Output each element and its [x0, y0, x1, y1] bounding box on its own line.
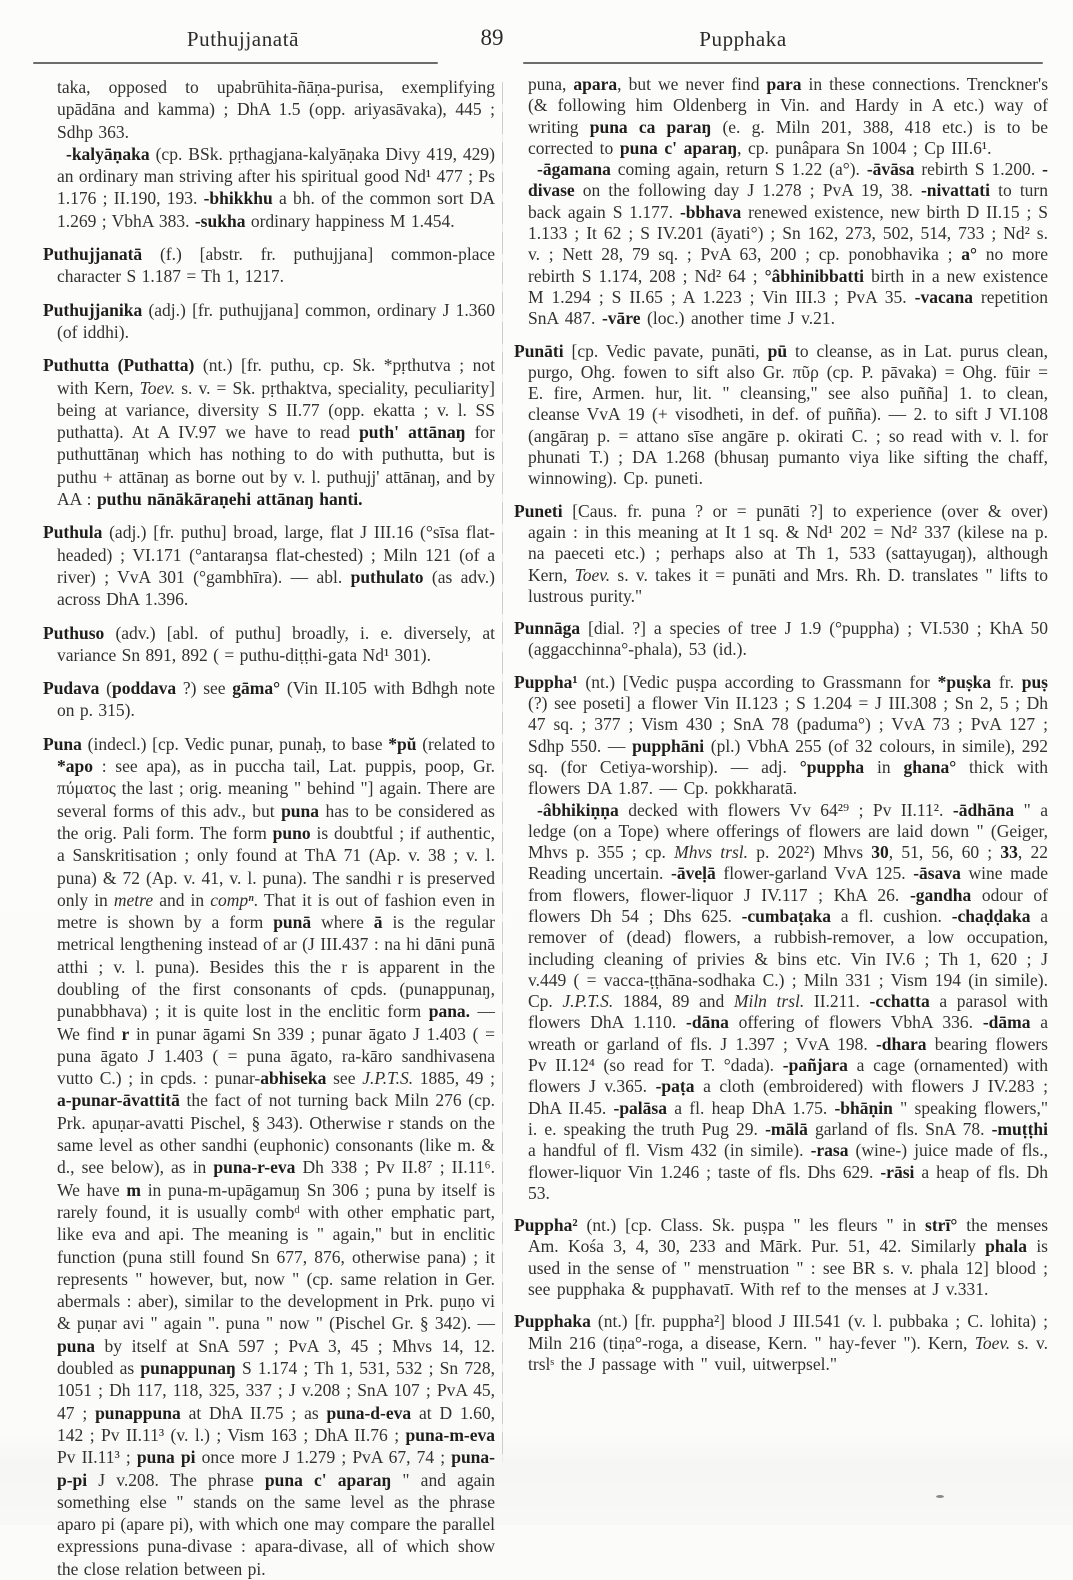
text: a cloth (embroidered) with flowers J IV.283 ; DhA II.45. — [528, 1076, 1048, 1118]
bold-text: Puppha² — [514, 1215, 578, 1236]
header-rule-left — [33, 62, 438, 64]
text: s. v. = Sk. pṛthaktva, speciality, peculiarity] being at variance, diversity S II.77 (opp. ekatta ; v. l. SS puthatta). At A IV.97 we have to read — [57, 377, 495, 443]
bold-text: -divase — [528, 159, 1048, 201]
entry-puthujjanika — [43, 299, 495, 344]
text: once more J 1.279 ; PvA 67, 74 ; — [195, 1447, 452, 1468]
entry-puthula — [43, 521, 495, 610]
text: 1884, 89 and — [613, 991, 734, 1012]
text: in — [864, 756, 904, 777]
text: is used in the sense of " menstruation " : see BR s. v. phala 12] blood ; see pupphaka & pupphavatī. With ref to the menses at J v.331. — [528, 1236, 1048, 1300]
bold-text: para — [766, 74, 802, 94]
text: , 51, 56, 60 ; — [888, 842, 1001, 863]
bold-text: -bhāṇin — [834, 1097, 893, 1118]
text: coming again, return S 1.22 (a°). — [610, 159, 867, 180]
text: 1885, 49 ; — [413, 1068, 495, 1089]
bold-text: Puthutta (Puthatta) — [43, 355, 195, 376]
entry-pudava — [43, 677, 495, 722]
text: decked with flowers Vv 64²⁹ ; Pv II.11². — [618, 799, 953, 820]
text: no more rebirth S 1.174, 208 ; Nd² 64 ; — [528, 244, 1048, 286]
bold-text: -cumbaṭaka — [741, 905, 832, 926]
text: in puna-m-upāgamuŋ Sn 306 ; puna by itself is rarely found, it is usually combᵈ with other emphatic part, like eva and api. The meaning is " again," but in enclitic function (puna still found Sn 677, 876, otherwise pana) ; it represents " however, but, now " (cp. same relation in Ger. abermals : aber), similar to the development in Prk. puṇo vi & puṇar avi " again ". puna " now " (Pischel Gr. § 342). — — [57, 1179, 496, 1334]
text: at D 1.60, 142 ; Pv II.11³ (v. l.) ; Vism 163 ; DhA II.76 ; — [57, 1402, 495, 1445]
bold-text: -kalyāṇaka — [66, 143, 150, 164]
bold-text: -āgamana — [537, 159, 611, 180]
text: at DhA II.75 ; as — [180, 1402, 327, 1423]
bold-text: puna-r-eva — [213, 1157, 296, 1178]
text: taka, opposed to upabrūhita-ñāṇa-purisa, exemplifying upādāna and kamma) ; DhA 1.5 (opp. ariyasāvaka), 445 ; Sdhp 363. — [57, 77, 495, 142]
text: p. 202²) Mhvs — [748, 842, 872, 863]
entry-puneti — [514, 501, 1048, 607]
text: to turn back again S 1.177. — [528, 180, 1049, 222]
text: s. v. takes it = punāti and Mrs. Rh. D. translates " lifts to lustrous purity." — [528, 564, 1048, 606]
text: in punar āgami Sn 339 ; punar āgato J 1.403 ( = puna āgato J 1.403 ( = puna āgato, ra-kāro sandhivasena vutto C.) ; in cpds. : punar- — [57, 1023, 496, 1089]
bold-text: punappunaŋ — [140, 1358, 236, 1379]
text: a remover of (dead) flowers, a rubbish-remover, a low occupation, including cleaning of privies & bins etc. Vin IV.6 ; Th 1, 620 ; J v.449 ( = vacca-ṭṭhāna-sodhaka C.) ; Miln 331 ; Vism 194 (in simile). Cp. — [528, 905, 1049, 1012]
entry-puppha-1 — [514, 672, 1048, 800]
continuation-paragraph — [514, 74, 1048, 159]
page-number: 89 — [480, 25, 504, 50]
scan-speck — [936, 1495, 944, 1498]
bold-text: puth' attānaŋ — [359, 422, 466, 443]
text: renewed existence, new birth D II.15 ; S 1.133 ; It 62 ; S IV.201 (āyati°) ; Sn 162, 273, 502, 514, 733 ; Nd² s. v. ; Nett 28, 79 sq. ; PvA 63, 200 ; cp. ponobhavika ; — [528, 201, 1048, 265]
text: (wine-) juice made of fls., flower-liquor Vin 1.246 ; taste of fls. Dhs 629. — [528, 1140, 1048, 1182]
italic-text: Toev. — [139, 377, 176, 398]
text: offering of flowers VbhA 336. — [728, 1012, 983, 1033]
text: — We find — [57, 1001, 495, 1044]
bold-text: -sukha — [194, 210, 246, 231]
bold-text: 30 — [871, 842, 889, 863]
bold-text: Puthuso — [43, 622, 105, 643]
bold-text: phala — [985, 1236, 1027, 1257]
bold-text: apara — [573, 74, 618, 94]
bold-text: gāma° — [232, 678, 281, 699]
bold-text: punappuna — [95, 1402, 181, 1423]
bold-text: Puthujjanatā — [43, 244, 143, 265]
text: (adj.) [fr. puthujjana] common, ordinary J 1.360 (of iddhi). — [57, 299, 495, 342]
text: ordinary happiness M 1.454. — [245, 210, 455, 231]
bold-text: punā — [273, 912, 312, 933]
bold-text: puna c' aparaŋ — [619, 137, 738, 158]
italic-text: Toev. — [974, 1332, 1011, 1353]
text: fr. — [991, 671, 1022, 692]
entry-pupphaka — [514, 1311, 1048, 1375]
left-column — [43, 76, 495, 1580]
text: (e. g. Miln 201, 388, 418 etc.) is to be corrected to — [528, 116, 1048, 158]
bold-text: puna c' aparaŋ — [264, 1469, 392, 1490]
bold-text: poddava — [111, 678, 177, 699]
entry-puthujjanata — [43, 243, 495, 288]
continuation-paragraph — [43, 76, 495, 143]
column-divider — [502, 82, 503, 1462]
bold-text: Pupphaka — [514, 1311, 591, 1332]
italic-text: compⁿ — [210, 889, 254, 910]
running-head-right: Pupphaka — [699, 27, 787, 51]
text: see — [326, 1068, 363, 1089]
italic-text: J.P.T.S. — [362, 1068, 414, 1089]
bold-text: -bbhava — [679, 201, 742, 222]
text: (loc.) another time J v.21. — [640, 308, 836, 329]
text: odour of flowers Dh 54 ; Dhs 625. — [528, 884, 1048, 926]
text: [Caus. fr. puna ? or = punāti ?] to experience (over & over) again : in this meaning at It 1 sq. & Nd¹ 202 = Nd² 337 (kilese na p. na paeceti etc.) ; perhaps also at Th 1, 533 (sattayugaŋ), although Kern, — [528, 500, 1048, 585]
bold-text: -palāsa — [613, 1097, 667, 1118]
bold-text: *apo — [57, 756, 93, 777]
bold-text: Puthula — [43, 522, 103, 543]
italic-text: Miln trsl. — [733, 991, 805, 1012]
bold-text: -paṭa — [655, 1076, 695, 1097]
text: Pv II.11³ ; — [57, 1447, 137, 1468]
text: . That it is out of fashion even in metre is shown by a form — [57, 889, 495, 933]
bold-text: puna ca paraŋ — [589, 116, 712, 137]
text: (nt.) [Vedic puṣpa according to Grassmann for — [577, 671, 938, 692]
text: II.211. — [804, 991, 870, 1012]
text: birth in a new existence M 1.294 ; S II.65 ; A 1.223 ; Vin III.3 ; PvA 35. — [528, 265, 1048, 307]
text: (nt.) [cp. Class. Sk. puṣpa " les fleurs " in — [577, 1215, 926, 1236]
text: the fact of not turning back Miln 276 (cp. Prk. apuṇar-avatti Pischel, § 343). Otherwise r stands on the same level as other sandhi (euphonic) consonants (like m. & d., see below), as in — [57, 1090, 495, 1178]
header-rule-right — [523, 62, 1043, 64]
compound-list-puna — [514, 159, 1048, 329]
text: garland of fls. SnA 78. — [807, 1118, 992, 1139]
bold-text: -ādhāna — [952, 799, 1015, 820]
bold-text: *puṣka — [937, 671, 992, 692]
text: puna, — [528, 74, 574, 94]
bold-text: -pañjara — [782, 1055, 848, 1076]
text: (?) see poseti] a flower Vin II.123 ; S 1.204 = J III.308 ; Sn 2, 5 ; Dh 47 sq. ; 377 ; Vism 430 ; SnA 78 (paduma°) ; VvA 73 ; PvA 127 ; Sdhp 550. — — [528, 693, 1048, 756]
bold-text: pana. — [428, 1001, 471, 1022]
bold-text: m — [126, 1179, 141, 1200]
bold-text: °âbhinibbatti — [764, 265, 865, 286]
bold-text: Puthujjanika — [43, 299, 143, 320]
text: a fl. heap DhA 1.75. — [666, 1097, 835, 1118]
bold-text: puno — [272, 822, 311, 843]
bold-text: -nivattati — [920, 180, 990, 201]
text: the menses Am. Kośa 3, 4, 30, 233 and Mārk. Pur. 51, 42. Similarly — [528, 1215, 1049, 1257]
text: (Vin II.105 with Bdhgh note on p. 315). — [57, 678, 495, 721]
text: and in — [153, 889, 211, 910]
text: flower-garland VvA 125. — [715, 863, 914, 884]
italic-text: metre — [113, 889, 154, 910]
bold-text: puna-m-eva — [405, 1424, 495, 1445]
bold-text: ā — [373, 912, 383, 933]
text: a cage (ornamented) with flowers J v.365. — [528, 1055, 1048, 1097]
text: (as adv.) across DhA 1.396. — [57, 566, 495, 610]
text: a fl. cushion. — [831, 905, 952, 926]
text: ( — [99, 678, 112, 699]
bold-text: a° — [961, 244, 977, 265]
text: (cp. BSk. pṛthagjana-kalyāṇaka Divy 419, 429) an ordinary man striving after his spiritual good Nd¹ 477 ; Ps 1.176 ; II.190, 193. — [57, 143, 495, 209]
bold-text: pū — [767, 340, 788, 361]
text: by itself at SnA 597 ; PvA 3, 45 ; Mhvs 14, 12. doubled as — [57, 1335, 495, 1379]
text: a heap of fls. Dh 53. — [528, 1161, 1048, 1203]
text: , but we never find — [617, 74, 767, 94]
bold-text: -muṭṭhi — [991, 1118, 1048, 1139]
entry-puna — [43, 733, 495, 1580]
compound-list-puthujjana — [43, 143, 495, 232]
bold-text: -vacana — [914, 286, 973, 307]
entry-punati — [514, 341, 1048, 490]
running-head-left: Puthujjanatā — [186, 27, 300, 51]
entry-puppha-2 — [514, 1215, 1048, 1300]
bold-text: -dāma — [982, 1012, 1031, 1033]
bold-text: -cchatta — [869, 991, 930, 1012]
bold-text: Puna — [43, 733, 82, 754]
bold-text: puna — [281, 800, 320, 821]
bold-text: -gandha — [909, 884, 972, 905]
right-column — [514, 74, 1048, 1375]
bold-text: -āveḷā — [671, 863, 716, 884]
entry-puthuso — [43, 622, 495, 667]
bold-text: -chaḍḍaka — [951, 905, 1031, 926]
text: (indecl.) [cp. Vedic punar, punaḥ, to base — [81, 733, 389, 754]
text: is the regular metrical lengthening instead of ar (J III.437 : na hi dāni punā atthi ; v. l. puna). Besides this the r is apparent in the doubling of the first consonants of cpds. (punappunaŋ, punabbhava) ; it is quite lost in the enclitic form — [57, 912, 495, 1022]
bold-text: puna-d-eva — [326, 1402, 412, 1423]
bold-text: -âbhikiṇṇa — [537, 799, 619, 820]
bold-text: -vāre — [601, 308, 641, 329]
text: for puthuttānaŋ which has nothing to do with puthutta, but is puthu + attānaŋ as borne out by v. l. puthujj' attānaŋ, and by AA : — [57, 422, 495, 510]
text: (adv.) [abl. of puthu] broadly, i. e. diversely, at variance Sn 891, 892 ( = puthu-diṭṭhi-gata Nd¹ 301). — [57, 622, 495, 665]
text: (nt.) [fr. puthu, cp. Sk. *pṛthutva ; not with Kern, — [57, 355, 495, 398]
text: has to be considered as the orig. Pali form. The form — [57, 800, 495, 843]
text: [cp. Vedic pavate, punāti, — [563, 340, 768, 361]
text: Dh 338 ; Pv II.8⁷ ; II.11⁶. We have — [57, 1157, 495, 1200]
compound-list-puppha — [514, 800, 1048, 1205]
bold-text: r — [121, 1023, 130, 1044]
bold-text: *pŭ — [388, 733, 417, 754]
text: [dial. ?] a species of tree J 1.9 (°puppha) ; VI.530 ; KhA 50 (aggacchinna°-phala), 53 (id.). — [528, 618, 1048, 660]
bold-text: puna pi — [136, 1447, 196, 1468]
bold-text: -rāsi — [880, 1161, 915, 1182]
text: S 1.174 ; Th 1, 531, 532 ; Sn 728, 1051 ; Dh 117, 118, 325, 337 ; J v.208 ; SnA 107 ; PvA 45, 47 ; — [57, 1358, 495, 1423]
text: : see apa), as in puccha tail, Lat. puppis, poop, Gr. πύματος the last ; orig. meaning " behind "] again. There are several forms of this adv., but — [57, 756, 495, 821]
text: bearing flowers Pv II.12⁴ (so read for T. °dada). — [528, 1033, 1048, 1076]
text: repetition SnA 487. — [528, 286, 1048, 329]
text: to cleanse, as in Lat. purus clean, purgo, Ohg. fowen to sift also Gr. πῦρ (cp. P. pāvaka) = Ohg. fūir = E. fire, Armen. hur, lit. " cleansing," see also puñña] 1. to clean, cleanse VvA 19 (+ visodheti, in def. of puñña). — 2. to sift J VI.108 (angāraŋ p. = attano sīse angāre p. okirati C. ; so read with v. l. for phunati T.) ; DA 1.268 (bhusaŋ pumanto viya like sifting the chaff, winnowing). Cp. puneti. — [528, 340, 1048, 489]
bold-text: -rasa — [810, 1140, 849, 1161]
text: (f.) [abstr. fr. puthujjana] common-place character S 1.187 = Th 1, 1217. — [57, 244, 495, 287]
bold-text: puna-p-pi — [57, 1447, 495, 1490]
text: , cp. punâpara Sn 1004 ; Cp III.6¹. — [737, 137, 992, 158]
bold-text: -mālā — [765, 1118, 808, 1139]
bold-text: Pudava — [43, 678, 100, 699]
bold-text: puthu nānākāraṇehi attānaŋ hanti. — [96, 489, 363, 510]
text: a handful of fl. Vism 432 (in simile). — [528, 1140, 811, 1161]
text: ?) see — [176, 678, 233, 699]
bold-text: Puppha¹ — [514, 671, 578, 692]
text: is doubtful ; if authentic, a Sanskritisation ; only found at ThA 71 (Ap. v. 38 ; v. l. puna) & 72 (Ap. v. 41, v. l. puna). The sandhi r is preserved only in — [57, 822, 495, 910]
bold-text: ghana° — [903, 756, 957, 777]
bold-text: -dhara — [875, 1033, 927, 1054]
text: where — [311, 912, 374, 933]
bold-text: puthulato — [350, 566, 424, 587]
entry-punnaga — [514, 618, 1048, 661]
text: a parasol with flowers DhA 1.110. — [528, 991, 1049, 1033]
entry-puthutta — [43, 354, 495, 510]
text: (adj.) [fr. puthu] broad, large, flat J III.16 (°sīsa flat-headed) ; VI.171 (°antaraŋsa flat-chested) ; Miln 121 (of a river) ; VvA 301 (°gambhīra). — abl. — [57, 522, 495, 587]
text: " speaking flowers," i. e. speaking the truth Pug 29. — [528, 1097, 1048, 1139]
text: " and again something else " stands on the same level as the phrase aparo pi (apare pi), with which one may compare the parallel expressions puna-divase : apara-divase, all of which show the close relation between pi. — [57, 1469, 495, 1579]
text: J v.208. The phrase — [87, 1469, 265, 1490]
text: s. v. trslˢ the J passage with " vuil, uitwerpsel." — [528, 1332, 1048, 1374]
text: (related to — [416, 733, 495, 754]
text: wine made from flowers, flower-liquor J IV.117 ; KhA 26. — [528, 863, 1048, 905]
bold-text: -āvāsa — [866, 159, 915, 180]
text: rebirth S 1.200. — [914, 159, 1043, 180]
bold-text: Punāti — [514, 340, 564, 361]
bold-text: puna — [57, 1335, 95, 1356]
bold-text: Punnāga — [514, 618, 581, 639]
italic-text: Mhvs trsl. — [674, 842, 749, 863]
text: " a ledge (on a Tope) where offerings of flowers are laid down " (Geiger, Mhvs p. 355 ; cp. — [528, 799, 1049, 863]
bold-text: puṣ — [1021, 671, 1048, 692]
italic-text: Toev. — [574, 564, 611, 585]
bold-text: -dāna — [686, 1012, 729, 1033]
bold-text: strī° — [925, 1215, 958, 1236]
text: thick with flowers DA 1.87. — Cp. pokkharatā. — [528, 756, 1048, 799]
bold-text: 33 — [1000, 842, 1018, 863]
text: on the following day J 1.278 ; PvA 19, 38. — [574, 180, 921, 201]
bold-text: -bhikkhu — [203, 188, 273, 209]
text: , 22 Reading uncertain. — [528, 842, 1049, 884]
text: a wreath or garland of fls. J 1.397 ; VvA 198. — [528, 1012, 1049, 1054]
bold-text: abhiseka — [260, 1068, 327, 1089]
bold-text: pupphāni — [632, 735, 705, 756]
text: a bh. of the common sort DA 1.269 ; VbhA 383. — [57, 188, 495, 231]
bold-text: -āsava — [913, 863, 961, 884]
bold-text: a-punar-āvattitā — [57, 1090, 180, 1111]
text: in these connections. Trenckner's (& following him Oldenberg in Vin. and Hardy in A etc.) way of writing — [528, 74, 1049, 137]
bold-text: °puppha — [799, 756, 865, 777]
text: (pl.) VbhA 255 (of 32 colours, in simile), 292 sq. (for Cetiya-worship). — adj. — [528, 735, 1048, 777]
text: (nt.) [fr. puppha²] blood J III.541 (v. l. pubbaka ; C. lohita) ; Miln 216 (tiṇa°-roga, a disease, Kern. " hay-fever "). Kern, — [528, 1311, 1048, 1353]
bold-text: Puneti — [514, 500, 563, 521]
italic-text: J.P.T.S. — [562, 991, 614, 1012]
